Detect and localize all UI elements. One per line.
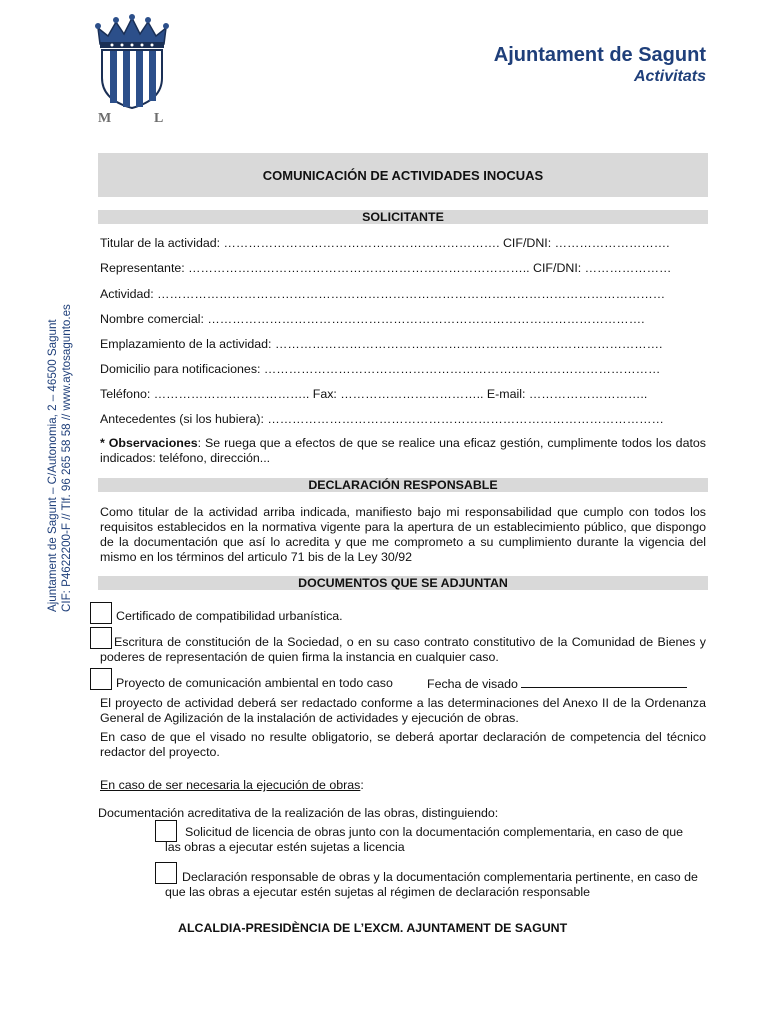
observaciones-label: * Observaciones — [100, 436, 198, 450]
visado-label: Fecha de visado — [427, 677, 518, 691]
checkbox-certificado[interactable] — [90, 602, 112, 624]
sidebar-address — [46, 304, 74, 612]
visado-date-field[interactable] — [427, 676, 687, 691]
section-heading-declaracion: DECLARACIÓN RESPONSABLE — [98, 478, 708, 492]
obras-heading — [100, 778, 364, 792]
municipal-coat-of-arms-logo — [92, 14, 172, 126]
field-nombre-comercial[interactable]: Nombre comercial: ……………………………………………………………………………………………. — [100, 312, 645, 326]
obras-heading-colon: : — [360, 778, 364, 792]
obras-heading-text: En caso de ser necesaria la ejecución de obras — [100, 778, 361, 792]
sidebar-address-line: Ajuntament de Sagunt – C/Autonomia, 2 – 46500 Sagunt — [46, 319, 59, 612]
svg-text:M: M — [98, 111, 112, 126]
opt-declaracion-obras-label: Declaración responsable de obras y la documentación complementaria pertinente, en caso de que las obras a ejecutar estén sujetas al régimen de declaración responsable — [165, 870, 698, 899]
observaciones-note — [100, 436, 706, 466]
field-domicilio[interactable]: Domicilio para notificaciones: …………………………………………………………………………………… — [100, 362, 661, 376]
section-heading-solicitante: SOLICITANTE — [98, 210, 708, 224]
department-name: Activitats — [633, 68, 706, 85]
field-actividad[interactable]: Actividad: …………………………………………………………………………………………………………… — [100, 287, 666, 301]
visado-note: En caso de que el visado no resulte obligatorio, se deberá aportar declaración de competencia del técnico redactor del proyecto. — [100, 730, 706, 759]
svg-text:L: L — [154, 111, 164, 126]
observaciones-text: : Se ruega que a efectos de que se realice una eficaz gestión, cumplimente todos los datos indicados: teléfono, dirección... — [100, 436, 706, 465]
declaracion-text: Como titular de la actividad arriba indicada, manifiesto bajo mi responsabilidad que cumplo con todos los requisitos establecidos en la normativa vigente para la apertura de un establecimiento público, que dispongo de la documentación que así lo acredita y que me comprometo a su cumplimiento durante la vigencia del mismo en los términos del articulo 71 bis de la Ley 30/92 — [100, 505, 706, 564]
field-titular[interactable]: Titular de la actividad: …………………………………………………………. CIF/DNI: ………………………. — [100, 236, 670, 250]
sidebar-contact-line: CIF: P4622200-F // Tlf. 96 265 58 58 // www.aytosagunto.es — [60, 304, 73, 612]
obras-intro: Documentación acreditativa de la realización de las obras, distinguiendo: — [98, 806, 499, 820]
footer-addressee: ALCALDIA-PRESIDÈNCIA DE L’EXCM. AJUNTAMENT DE SAGUNT — [178, 921, 568, 935]
field-contacto[interactable]: Teléfono: ……………………………….. Fax: …………………………….. E-mail: ……………………….. — [100, 387, 648, 401]
item-certificado-label: Certificado de compatibilidad urbanística. — [116, 609, 343, 623]
field-representante[interactable]: Representante: ……………………………………………………………………….. CIF/DNI: ………………… — [100, 261, 672, 275]
organization-name: Ajuntament de Sagunt — [493, 44, 706, 66]
field-emplazamiento[interactable]: Emplazamiento de la actividad: …………………………………………………………………………………. — [100, 337, 663, 351]
checkbox-proyecto[interactable] — [90, 668, 112, 690]
item-proyecto-label: Proyecto de comunicación ambiental en todo caso — [116, 676, 393, 690]
visado-blank-line[interactable] — [521, 676, 687, 688]
proyecto-note: El proyecto de actividad deberá ser redactado conforme a las determinaciones del Anexo II de la Ordenanza General de Agilización de la instalación de actividades y ejecución de obras. — [100, 696, 706, 725]
field-antecedentes[interactable]: Antecedentes (si los hubiera): …………………………………………………………………………………… — [100, 412, 664, 426]
section-heading-documentos: DOCUMENTOS QUE SE ADJUNTAN — [98, 576, 708, 590]
item-escritura-label: Escritura de constitución de la Sociedad, o en su caso contrato constitutivo de la Comunidad de Bienes y poderes de representación de quien firma la instancia en cualquier caso. — [100, 635, 706, 664]
form-title: COMUNICACIÓN DE ACTIVIDADES INOCUAS — [98, 153, 708, 197]
opt-licencia-obras-label: Solicitud de licencia de obras junto con la documentación complementaria, en caso de que las obras a ejecutar estén sujetas a licencia — [165, 825, 683, 854]
